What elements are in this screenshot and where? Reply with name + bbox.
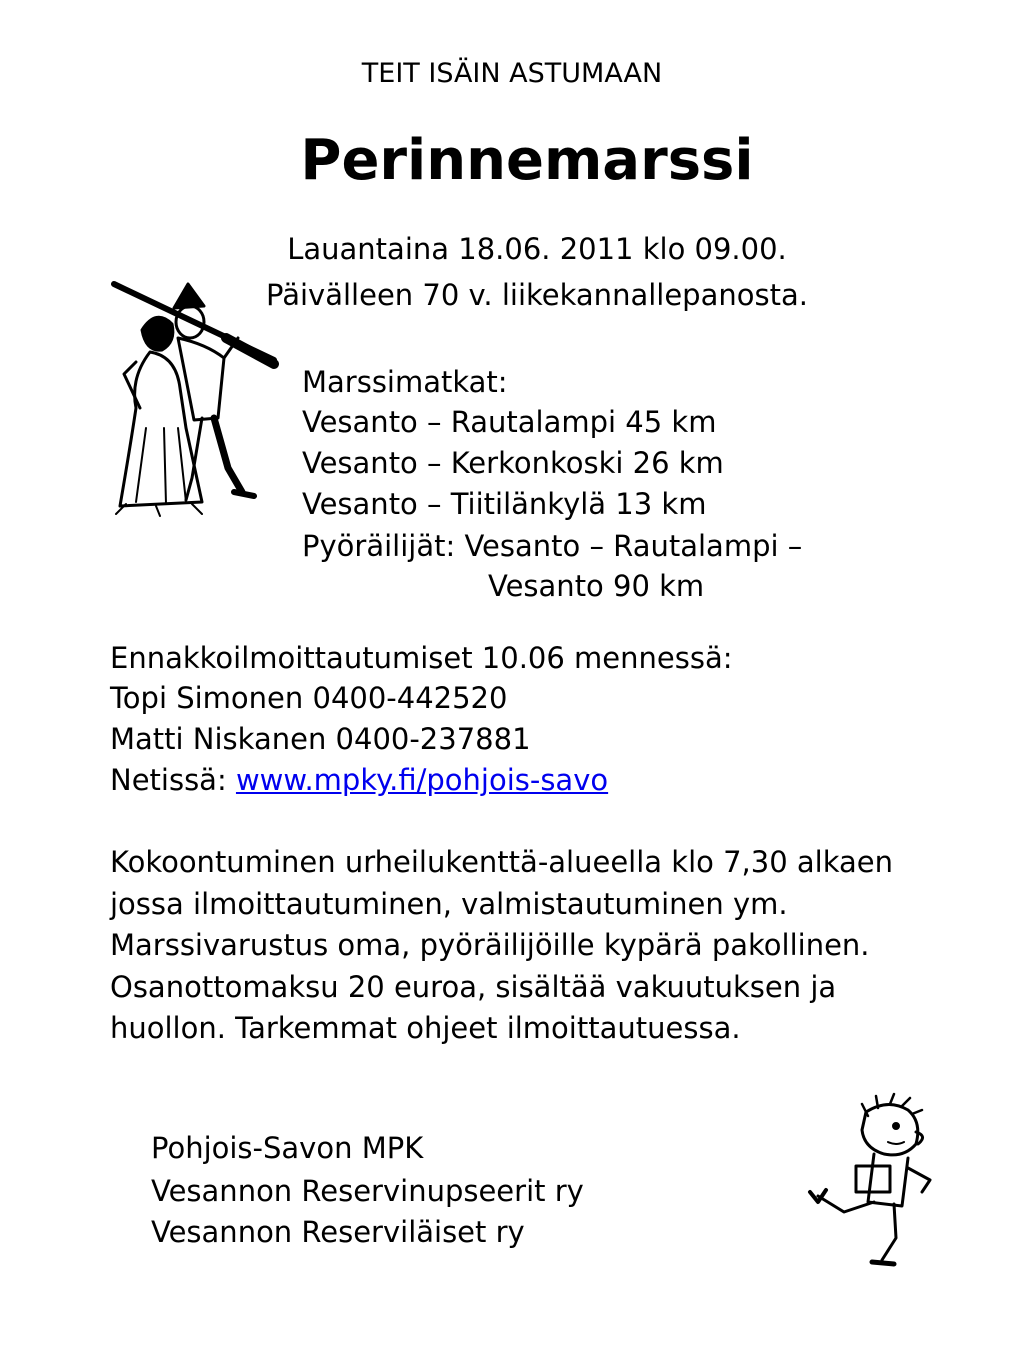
info-line: huollon. Tarkemmat ohjeet ilmoittautuessa.: [110, 1011, 741, 1045]
organizer-item: Vesannon Reservinupseerit ry: [151, 1174, 584, 1208]
soldiers-illustration: [106, 278, 286, 518]
web-line: [110, 760, 608, 800]
event-anniversary: Päivälleen 70 v. liikekannallepanosta.: [266, 278, 808, 312]
contact-item: Topi Simonen 0400-442520: [110, 681, 508, 715]
marching-cartoon-illustration: [804, 1092, 944, 1272]
web-label: Netissä:: [110, 763, 236, 797]
info-line: jossa ilmoittautuminen, valmistautuminen ym.: [110, 887, 788, 921]
page-title: Perinnemarssi: [300, 128, 754, 193]
organizer-item: Pohjois-Savon MPK: [151, 1131, 424, 1165]
route-item: Vesanto – Tiitilänkylä 13 km: [302, 487, 707, 521]
info-line: Osanottomaksu 20 euroa, sisältää vakuutuksen ja: [110, 970, 837, 1004]
info-line: Marssivarustus oma, pyöräilijöille kypärä pakollinen.: [110, 928, 870, 962]
info-line: Kokoontuminen urheilukenttä-alueella klo 7,30 alkaen: [110, 845, 893, 879]
route-item: Vesanto – Rautalampi 45 km: [302, 405, 717, 439]
contact-item: Matti Niskanen 0400-237881: [110, 722, 531, 756]
cyclists-route-continued: Vesanto 90 km: [488, 569, 705, 603]
route-item: Vesanto – Kerkonkoski 26 km: [302, 446, 724, 480]
cyclists-route: Pyöräilijät: Vesanto – Rautalampi –: [302, 529, 803, 563]
motto-heading: TEIT ISÄIN ASTUMAAN: [361, 58, 663, 89]
registration-heading: Ennakkoilmoittautumiset 10.06 mennessä:: [110, 641, 733, 675]
organizer-item: Vesannon Reserviläiset ry: [151, 1215, 525, 1249]
website-link[interactable]: www.mpky.fi/pohjois-savo: [235, 763, 609, 797]
event-date: Lauantaina 18.06. 2011 klo 09.00.: [287, 232, 787, 266]
routes-heading: Marssimatkat:: [302, 365, 508, 399]
